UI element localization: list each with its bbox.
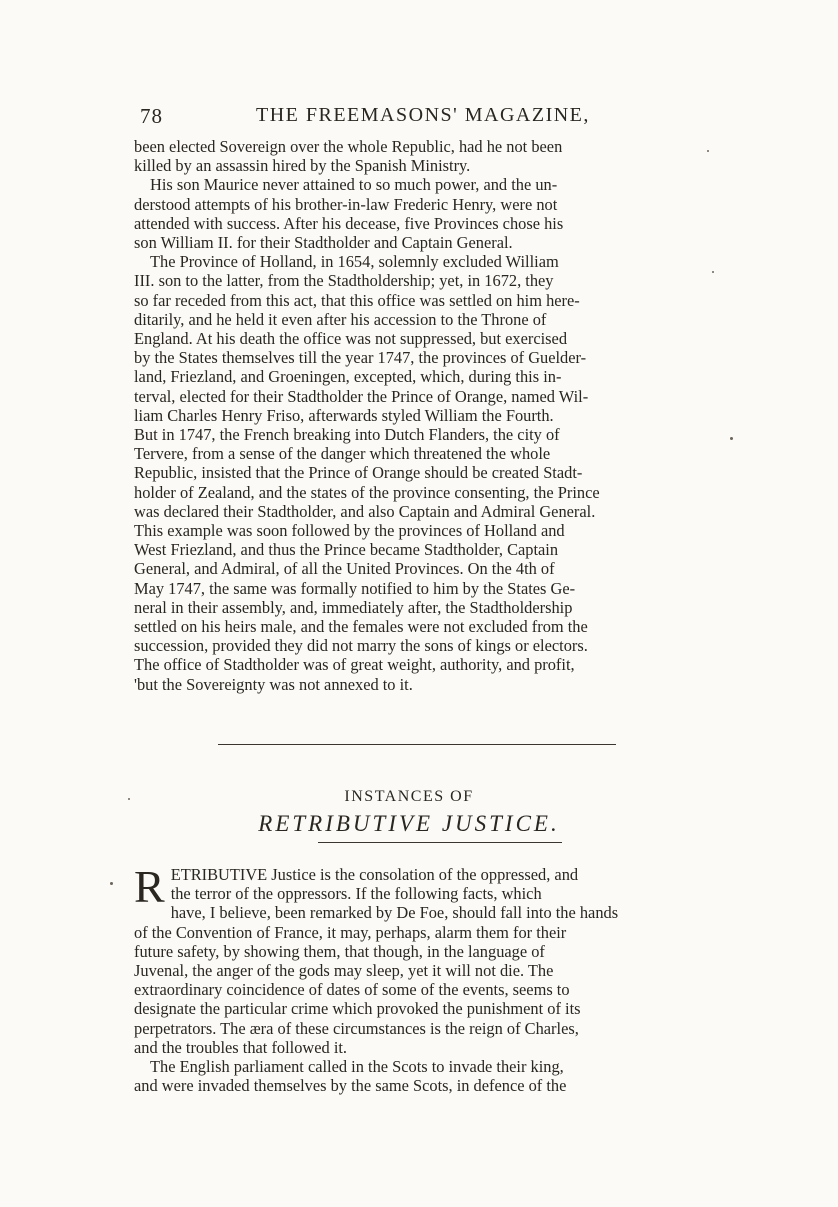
margin-speck (128, 798, 130, 800)
text-line: terval, elected for their Stadtholder the Prince of Orange, named Wil- (134, 386, 589, 406)
text-line: the terror of the oppressors. If the following facts, which (170, 884, 542, 904)
text-line: and were invaded themselves by the same Scots, in defence of the (134, 1076, 567, 1096)
text-line: 'but the Sovereignty was not annexed to it. (134, 674, 413, 694)
text-line: succession, provided they did not marry the sons of kings or electors. (134, 636, 588, 656)
text-line: The English parliament called in the Scots to invade their king, (150, 1057, 564, 1077)
margin-speck (712, 271, 714, 273)
text-line: III. son to the latter, from the Stadtholdership; yet, in 1672, they (134, 271, 554, 291)
text-line: so far receded from this act, that this office was settled on him here- (134, 290, 580, 310)
paragraph (134, 861, 684, 1057)
text-line: future safety, by showing them, that though, in the language of (134, 941, 545, 961)
text-line: killed by an assassin hired by the Spanish Ministry. (134, 156, 471, 176)
text-line: General, and Admiral, of all the United Provinces. On the 4th of (134, 559, 555, 579)
article-retributive-justice-text (134, 861, 684, 1096)
text-line: of the Convention of France, it may, perhaps, alarm them for their (134, 922, 567, 942)
paragraph (134, 1057, 684, 1095)
text-line: ditarily, and he held it even after his accession to the Throne of (134, 309, 547, 329)
text-line: West Friezland, and thus the Prince became Stadtholder, Captain (134, 540, 559, 560)
page-header (134, 100, 694, 130)
text-line: holder of Zealand, and the states of the province consenting, the Prince (134, 482, 600, 502)
text-line: But in 1747, the French breaking into Dutch Flanders, the city of (134, 425, 560, 445)
margin-speck (730, 437, 733, 440)
text-line: May 1747, the same was formally notified to him by the States Ge- (134, 578, 576, 598)
margin-speck (110, 882, 113, 885)
running-head: THE FREEMASONS' MAGAZINE, (256, 104, 590, 126)
text-line: perpetrators. The æra of these circumstances is the reign of Charles, (134, 1018, 579, 1038)
page-number: 78 (140, 104, 163, 128)
first-line: ETRIBUTIVE Justice is the consolation of the oppressed, and (170, 865, 579, 884)
text-line: have, I believe, been remarked by De Foe, should fall into the hands (170, 903, 619, 923)
text-line: neral in their assembly, and, immediately after, the Stadtholdership (134, 597, 573, 617)
text-line: derstood attempts of his brother-in-law Frederic Henry, were not (134, 194, 558, 214)
text-line: Juvenal, the anger of the gods may sleep, yet it will not die. The (134, 961, 554, 981)
article-title-line1: INSTANCES OF (344, 788, 474, 805)
text-line: liam Charles Henry Friso, afterwards styled William the Fourth. (134, 405, 554, 425)
text-line: His son Maurice never attained to so much power, and the un- (150, 175, 558, 195)
article-title-line2: RETRIBUTIVE JUSTICE. (258, 811, 560, 836)
text-line: land, Friezland, and Groeningen, excepted, which, during this in- (134, 367, 562, 387)
text-line: by the States themselves till the year 1747, the provinces of Guelder- (134, 348, 587, 368)
article-stadtholder-text (134, 137, 684, 694)
text-line: The Province of Holland, in 1654, solemnly excluded William (150, 252, 559, 272)
text-line: Republic, insisted that the Prince of Orange should be created Stadt- (134, 463, 583, 483)
text-line: attended with success. After his decease, five Provinces chose his (134, 213, 564, 233)
paragraph (134, 137, 684, 175)
text-line: son William II. for their Stadtholder and Captain General. (134, 233, 513, 253)
text-line: and the troubles that followed it. (134, 1037, 348, 1057)
title-underline (318, 842, 562, 843)
text-line: settled on his heirs male, and the females were not excluded from the (134, 617, 588, 637)
text-line: was declared their Stadtholder, and also Captain and Admiral General. (134, 501, 596, 521)
text-line: extraordinary coincidence of dates of some of the events, seems to (134, 980, 570, 1000)
section-divider (218, 744, 616, 745)
drop-cap: R (134, 861, 165, 912)
text-line: England. At his death the office was not suppressed, but exercised (134, 329, 568, 349)
paragraph (134, 175, 684, 252)
text-line: This example was soon followed by the provinces of Holland and (134, 521, 565, 541)
margin-speck (707, 150, 709, 152)
text-line: The office of Stadtholder was of great weight, authority, and profit, (134, 655, 575, 675)
text-line: designate the particular crime which provoked the punishment of its (134, 999, 581, 1019)
text-line: Tervere, from a sense of the danger which threatened the whole (134, 444, 551, 464)
paragraph (134, 252, 684, 694)
text-line: been elected Sovereign over the whole Republic, had he not been (134, 137, 563, 156)
